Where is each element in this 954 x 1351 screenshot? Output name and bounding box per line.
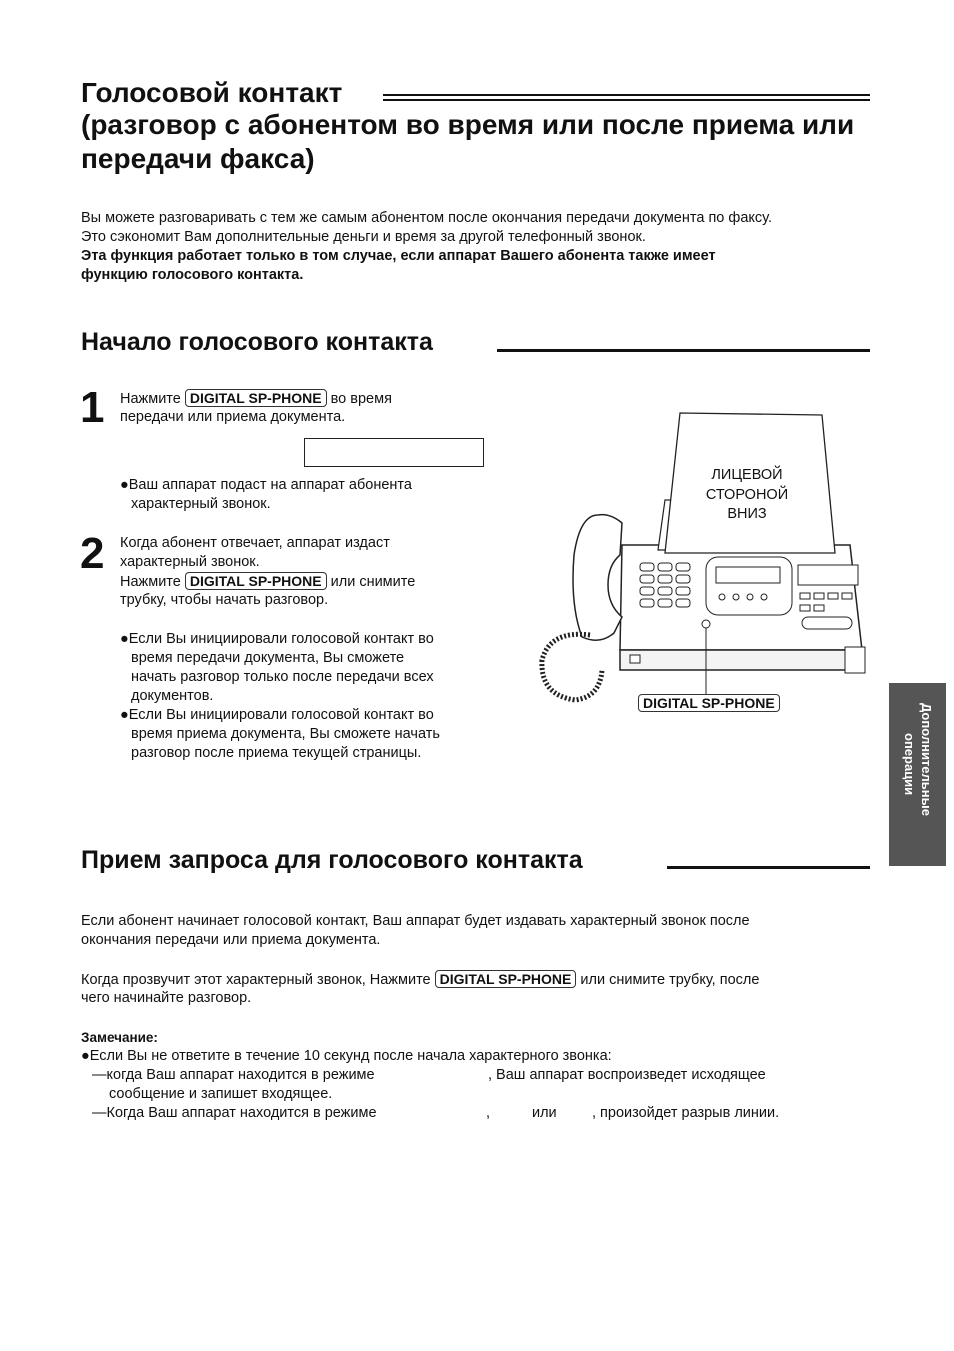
side-tab-line1: Дополнительные (919, 703, 934, 816)
section2-heading: Прием запроса для голосового контакта (81, 846, 583, 874)
step1-number: 1 (80, 383, 105, 432)
section2-p1-line1: Если абонент начинает голосовой контакт, Ваш аппарат будет издавать характерный звонок после (81, 913, 750, 929)
note-line4d: , произойдет разрыв линии. (592, 1105, 780, 1121)
section2-p2-line2: чего начинайте разговор. (81, 990, 252, 1006)
note-title: Замечание: (81, 1030, 158, 1045)
section1-heading: Начало голосового контакта (81, 328, 433, 356)
step2-bullet2-line3: разговор после приема текущей страницы. (131, 745, 422, 761)
step1-bullet-line2: характерный звонок. (131, 496, 271, 512)
step2-bullet2-line1: ●Если Вы инициировали голосовой контакт во (120, 707, 434, 723)
paper-caption-line3: ВНИЗ (727, 506, 767, 522)
digital-sp-phone-key: DIGITAL SP-PHONE (185, 572, 327, 590)
note-line2a: —когда Ваш аппарат находится в режиме (92, 1067, 375, 1083)
paper-caption-line2: СТОРОНОЙ (705, 486, 789, 503)
paper-caption-line1: ЛИЦЕВОЙ (711, 467, 783, 483)
figure-key-label (638, 694, 780, 715)
section1-rule (497, 349, 870, 352)
page-subtitle-line2: передачи факса) (81, 143, 315, 174)
intro-line2: Это сэкономит Вам дополнительные деньги и время за другой телефонный звонок. (81, 229, 646, 245)
step2-bullet2-line2: время приема документа, Вы сможете начать (131, 726, 440, 742)
section2-p2-line1 (81, 970, 759, 991)
side-tab (889, 683, 946, 866)
display-box (304, 438, 484, 467)
intro-line1: Вы можете разговаривать с тем же самым абонентом после окончания передачи документа по факсу. (81, 210, 772, 226)
fax-machine-illustration (530, 405, 875, 705)
section2-rule (667, 866, 870, 869)
step2-line4: трубку, чтобы начать разговор. (120, 592, 329, 608)
intro-line4: функцию голосового контакта. (81, 267, 304, 283)
step2-line3 (120, 572, 415, 593)
digital-sp-phone-key: DIGITAL SP-PHONE (435, 970, 577, 988)
step2-pre: Нажмите (120, 574, 181, 590)
page-subtitle-line1: (разговор с абонентом во время или после приема или (81, 109, 855, 140)
section2-p1-line2: окончания передачи или приема документа. (81, 932, 381, 948)
step2-post: или снимите (330, 574, 416, 590)
paper-caption (702, 466, 792, 525)
digital-sp-phone-key: DIGITAL SP-PHONE (185, 389, 327, 407)
section2-p2-post: или снимите трубку, после (580, 972, 760, 988)
step1-line2: передачи или приема документа. (120, 409, 346, 425)
note-line4c: или (532, 1105, 557, 1121)
step1-post: во время (330, 391, 392, 407)
step2-line1: Когда абонент отвечает, аппарат издаст (120, 535, 390, 551)
digital-sp-phone-key: DIGITAL SP-PHONE (638, 694, 780, 712)
section2-p2-pre: Когда прозвучит этот характерный звонок, Нажмите (81, 972, 431, 988)
intro-line3: Эта функция работает только в том случае, если аппарат Вашего абонента также имеет (81, 248, 716, 264)
step2-bullet1-line2: время передачи документа, Вы сможете (131, 650, 405, 666)
step1-line1 (120, 389, 392, 410)
step2-bullet1-line4: документов. (131, 688, 214, 704)
step2-bullet1-line1: ●Если Вы инициировали голосовой контакт во (120, 631, 434, 647)
step2-number: 2 (80, 529, 105, 578)
step1-pre: Нажмите (120, 391, 181, 407)
note-line3: сообщение и запишет входящее. (109, 1086, 333, 1102)
note-line2b: , Ваш аппарат воспроизведет исходящее (488, 1067, 766, 1083)
step1-bullet-line1: ●Ваш аппарат подаст на аппарат абонента (120, 477, 412, 493)
note-line4a: —Когда Ваш аппарат находится в режиме (92, 1105, 377, 1121)
side-tab-line2: операции (902, 733, 917, 796)
note-line1: ●Если Вы не ответите в течение 10 секунд после начала характерного звонка: (81, 1048, 612, 1064)
step2-bullet1-line3: начать разговор только после передачи всех (131, 669, 434, 685)
note-line4b: , (486, 1105, 491, 1121)
page-title: Голосовой контакт (81, 77, 343, 108)
step2-line2: характерный звонок. (120, 554, 260, 570)
title-rule (383, 94, 870, 101)
